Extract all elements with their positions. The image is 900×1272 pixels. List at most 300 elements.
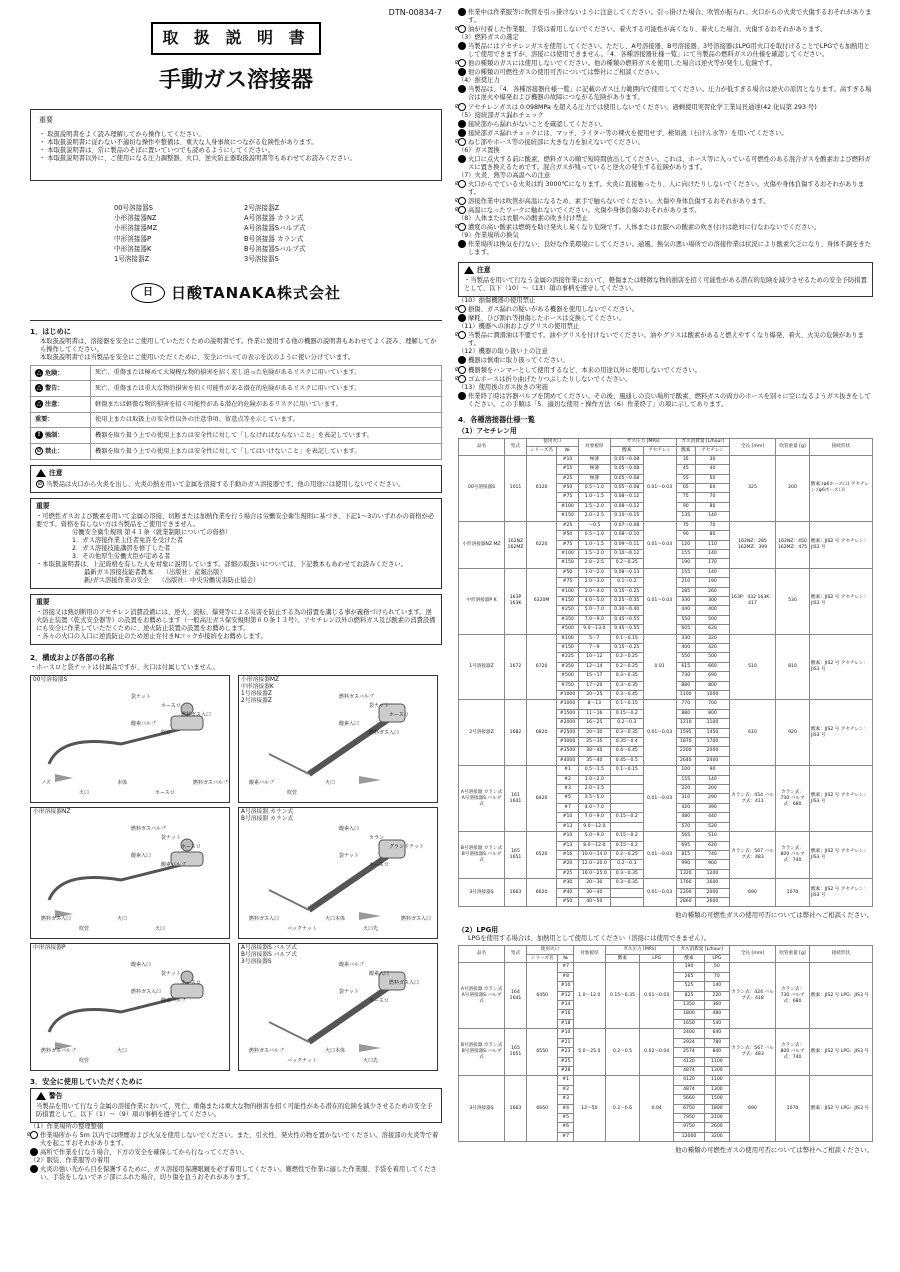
- table-cell: #750: [557, 681, 579, 690]
- table-cell: 5～7: [578, 634, 610, 643]
- table-cell: 155: [676, 568, 695, 577]
- table-cell: 920: [776, 700, 810, 766]
- table-cell: 690: [695, 672, 729, 681]
- table-cell: 2200: [676, 888, 695, 897]
- item-heading: （2）服装、作業服等の着用: [30, 1157, 110, 1165]
- header-cell: 吹管重量 [g]: [776, 946, 810, 963]
- table-cell: #1: [558, 1076, 573, 1085]
- model-name: 小形溶接器NZ: [114, 214, 157, 223]
- table-cell: #6: [558, 1123, 573, 1132]
- table-cell: 0.01～0.03: [643, 832, 676, 879]
- part-callout: 酸素入口: [131, 962, 152, 969]
- table-cell: 1100: [695, 719, 729, 728]
- table-2-sub: LPGを使用する場合は、加熱用として使用してください（溶接には使用できません）。: [468, 935, 711, 943]
- item-line: [455, 128, 873, 138]
- list-line: 労働安全衛生規則 第４１条（就業制限についての資格）: [72, 528, 232, 536]
- table-cell: 0.30～0.40: [610, 606, 643, 615]
- mandatory-icon: !: [458, 314, 466, 322]
- table-cell: 0.05～0.08: [610, 455, 643, 464]
- table-cell: #25: [557, 869, 579, 878]
- part-callout: 火口本体: [325, 916, 346, 923]
- table-1-note: 他の種類の可燃性ガスの使用可否については弊社へご相談ください。: [675, 911, 873, 920]
- model-name: 00号溶接器S: [114, 203, 153, 212]
- table-cell: 8～13: [578, 700, 610, 709]
- table-cell: 1672: [505, 634, 527, 700]
- table-cell: 極薄: [578, 474, 610, 483]
- table-cell: 40～50: [578, 897, 610, 906]
- panel-label: [33, 677, 67, 684]
- prohibit-icon: ⊘: [458, 59, 466, 67]
- table-cell: 0.2～0.6: [605, 1076, 639, 1142]
- part-diagrams: [30, 675, 442, 1071]
- important-list: [39, 131, 433, 163]
- prohibit-icon: ⊘: [458, 331, 466, 339]
- header-cell: 品名: [459, 946, 505, 963]
- header-cell: ガス消費量 [L/hour]: [676, 438, 729, 447]
- diagram-panel: [238, 807, 438, 939]
- table-cell: 0.01～0.03: [643, 455, 676, 521]
- table-cell: 3200: [704, 1132, 729, 1141]
- table-cell: 6820: [527, 700, 557, 766]
- table-cell: 1595: [676, 728, 695, 737]
- table-cell: 1682: [505, 700, 527, 766]
- table-cell: #50: [557, 531, 579, 540]
- part-callout: 吹管: [161, 730, 172, 737]
- diagram-panel: [30, 807, 230, 939]
- list-line: ・可燃性ガスおよび酸素を用いて金属の溶接、切断または加熱作業を行う場合は労働安全衛生規則に基づき、下記1～3のいずれかの資格が必要です。資格を有しない方は当製品をご使用できません。: [36, 512, 435, 528]
- table-row: [459, 455, 873, 464]
- table-cell: #13: [557, 841, 579, 850]
- table-cell: 1070: [776, 1076, 810, 1142]
- table-cell: #100: [557, 587, 579, 596]
- table-cell: 16～25: [578, 719, 610, 728]
- table-cell: 9.0～13.0: [578, 625, 610, 634]
- item-line: [455, 119, 873, 129]
- table-cell: 480: [676, 813, 695, 822]
- table-cell: 164 1641: [505, 963, 527, 1029]
- table-cell: #500: [557, 625, 579, 634]
- table-cell: 740: [695, 850, 729, 859]
- table-cell: 200: [776, 455, 810, 521]
- table-cell: 695: [676, 841, 695, 850]
- list-line: ・ 本取扱説明書は、常に製品のそばに置いていつでも読めるようにしてください。: [39, 146, 274, 154]
- model-name: 2号溶接器Z: [244, 203, 280, 212]
- prohibit-icon: ⊘: [458, 103, 466, 111]
- model-name: B号溶接器 カラン式: [244, 234, 304, 243]
- table-cell: 1800: [674, 1010, 704, 1019]
- table-cell: #25: [557, 474, 579, 483]
- header-cell: アセチレン: [695, 447, 729, 456]
- table-cell: #350: [557, 615, 579, 624]
- item-text: 作業場所から 5m 以内では喫煙および火気を使用しないでください。また、引火性、発火性の物を置かないでください。溶接部の火炎等で着火を起こすおそれがあります。: [40, 1132, 439, 1148]
- signal-word: 警告：: [45, 385, 64, 393]
- table-cell: 660: [695, 662, 729, 671]
- item-text: 摩耗、ひび割れ等損傷したホースは交換してください。: [468, 315, 626, 323]
- table-cell: 1100: [704, 1057, 729, 1066]
- table-cell: #5: [557, 794, 579, 803]
- table-cell: 20～30: [578, 728, 610, 737]
- part-callout: 燃料ガス入口: [181, 712, 212, 719]
- table-cell: 9750: [674, 1123, 704, 1132]
- table-cell: カラン式：424 バルブ式：418: [730, 963, 776, 1029]
- part-callout: 酸素入口: [369, 971, 390, 978]
- section-1-body: 本取扱説明書は、溶接器を安全にご使用していただくための説明書です。作業に使用する他の機器の説明書もあわせてよく読み、理解してから操作してください。: [40, 338, 437, 354]
- prohibit-icon: ⊘: [458, 223, 466, 231]
- table-cell: 210: [676, 578, 695, 587]
- table-cell: 690: [730, 1076, 776, 1142]
- table-cell: 161 1641: [505, 766, 527, 832]
- caution-heading: 注意: [49, 469, 63, 478]
- part-callout: 酸素バルブ: [131, 721, 157, 728]
- part-callout: 酸素バルブ: [161, 862, 187, 869]
- table-cell: 140: [695, 568, 729, 577]
- item-heading: （6）ガス置換: [458, 146, 500, 154]
- table-cell: 1011: [505, 455, 527, 521]
- table-cell: 0.1～0.15: [610, 700, 643, 709]
- table-cell: 50: [704, 963, 729, 972]
- part-callout: 袋ナット: [369, 703, 389, 710]
- table-cell: [610, 785, 643, 794]
- header-cell: ガス圧力 [MPa]: [605, 946, 673, 955]
- table-cell: 1200: [695, 869, 729, 878]
- item-line: [27, 1165, 442, 1182]
- table-cell: 6550: [527, 1029, 558, 1076]
- table-cell: #13: [557, 822, 579, 831]
- table-cell: 酸素：JIS2 号 アセチレン：JIS3 号: [810, 634, 873, 700]
- signal-key: [31, 397, 91, 413]
- table-cell: #50: [557, 484, 579, 493]
- table-cell: 0.45～0.5: [610, 756, 643, 765]
- table-cell: #15: [557, 465, 579, 474]
- table-row: [459, 1029, 873, 1038]
- table-cell: 1300: [704, 1085, 729, 1094]
- table-cell: 0.15～0.2: [610, 813, 643, 822]
- table-cell: 840: [704, 1048, 729, 1057]
- table-cell: 6320M: [527, 568, 557, 634]
- table-cell: 80: [695, 531, 729, 540]
- table-cell: 0.01～0.03: [640, 963, 674, 1029]
- table-cell: 0.01～0.03: [643, 766, 676, 832]
- header-cell: ガス消費量 [L/hour]: [674, 946, 730, 955]
- table-cell: #3000: [557, 738, 579, 747]
- table-cell: 0.2～0.3: [610, 860, 643, 869]
- table-cell: 0.08～0.13: [610, 568, 643, 577]
- item-text: 当製品は、「4．各種溶接器仕様一覧」に記載のガス圧力範囲内で使用してください。圧力が低すぎる場合は逆火の原因となります。高すぎる場合は逆火や爆発および機器の故障につながる危険があります。: [468, 86, 872, 102]
- table-cell: カラン式：730 バルブ式：680: [776, 963, 810, 1029]
- panel-label-line: 小形溶接器NZ: [33, 809, 71, 816]
- list-line: ・本取扱説明書は、上記資格を有した人を対象に説明しています。詳細の取扱いについては、下記教本もあわせてお読みください。: [36, 560, 407, 568]
- table-cell: 0.15～0.2: [610, 709, 643, 718]
- table-cell: 550: [676, 653, 695, 662]
- table-cell: 1.5～2.0: [578, 502, 610, 511]
- important-box: [30, 109, 442, 181]
- table-cell: 815: [676, 850, 695, 859]
- table-cell: 0.45～0.55: [610, 615, 643, 624]
- prohibit-icon: ⊘: [458, 138, 466, 146]
- header-cell: シリーズ名: [527, 954, 558, 963]
- header-cell: LPG: [640, 954, 674, 963]
- table-cell: 165 1651: [505, 832, 527, 879]
- part-callout: 酸素バルブ: [161, 998, 187, 1005]
- table-cell: 1600: [695, 879, 729, 888]
- header-cell: 全長 [mm]: [730, 946, 776, 963]
- table-cell: [610, 775, 643, 784]
- table-cell: #12: [558, 991, 573, 1000]
- item-text: 油が付着した作業服、手袋は着用しないでください。着火する可能性が高くなり、着火した場合、火傷するおそれがあります。: [468, 26, 827, 34]
- part-callout: ホースロ: [181, 844, 201, 851]
- table-cell: 6720: [527, 634, 557, 700]
- part-callout: ホースロ: [369, 998, 389, 1005]
- panel-label: [241, 809, 293, 823]
- table-cell: 640: [704, 1029, 729, 1038]
- diagram-panel: [238, 943, 438, 1071]
- table-cell: 420: [676, 803, 695, 812]
- table-cell: 1.0～2.0: [578, 568, 610, 577]
- table-cell: 220: [676, 785, 695, 794]
- table-cell: 520: [695, 822, 729, 831]
- warning-triangle-icon: △: [36, 368, 42, 376]
- table-cell: 0.2～0.25: [610, 662, 643, 671]
- table-cell: 4120: [674, 1076, 704, 1085]
- prohibit-icon: ⊘: [458, 375, 466, 383]
- table-cell: 690: [730, 879, 776, 907]
- header-cell: 吹管重量 [g]: [776, 438, 810, 455]
- signal-word-table: [30, 365, 442, 461]
- signal-key: [31, 428, 91, 444]
- signal-row: [31, 413, 442, 428]
- item-text: 溶接作業中は吹管が高温になるため、素手で触らないでください。火傷や身体負傷するおそれがあります。: [468, 198, 770, 206]
- table-cell: 11～16: [578, 709, 610, 718]
- table-cell: 5.0～7.0: [578, 606, 610, 615]
- part-callout: 酸素入口: [339, 826, 360, 833]
- table-cell: #25: [558, 1057, 573, 1066]
- section-1-body2: 本取扱説明書では当製品を安全にご使用いただくために、安全についての表示を次のように使い分けています。: [40, 354, 355, 362]
- table-cell: 2000: [695, 747, 729, 756]
- table-cell: 酸素：JIS2 号 アセチレン：JIS3 号: [810, 568, 873, 634]
- model-name: A号溶接器Sバルブ式: [244, 224, 306, 233]
- table-cell: 70: [695, 493, 729, 502]
- product-title: 手動ガス溶接器: [158, 67, 313, 93]
- header-cell: 使用火口: [527, 946, 574, 955]
- table-cell: 155: [676, 775, 695, 784]
- important2-list: [36, 513, 436, 585]
- list-line: 1．ガス溶接作業主任者免許を受けた者: [72, 536, 184, 544]
- table-cell: 1663: [505, 879, 527, 907]
- panel-label-line: 中形溶接器P: [33, 945, 66, 952]
- prohibit-icon: ⊘: [30, 1131, 38, 1139]
- table-cell: #30: [557, 879, 579, 888]
- signal-key: [31, 381, 91, 397]
- table-cell: 440: [695, 813, 729, 822]
- part-callout: 火口: [325, 780, 336, 787]
- table-cell: #350: [557, 662, 579, 671]
- table-cell: 10～12: [578, 653, 610, 662]
- item-text: ゴムホースは折り曲げたりつぶしたりしないでください。: [468, 375, 632, 383]
- list-line: 最新ガス溶接技能者教本 （出版社：産報出版）: [84, 568, 226, 576]
- table-cell: 3.5～5.0: [578, 794, 610, 803]
- part-callout: ホースロ: [155, 790, 175, 797]
- table-cell: 0.10～0.12: [610, 549, 643, 558]
- item-line: [454, 102, 873, 112]
- table-row: [459, 766, 873, 775]
- part-callout: バックナット: [287, 926, 317, 933]
- table-cell: 550: [676, 615, 695, 624]
- table-cell: 990: [676, 860, 695, 869]
- table-cell: 25～35: [578, 738, 610, 747]
- table-cell: 0.5～1.5: [578, 766, 610, 775]
- table-cell: #75: [557, 493, 579, 502]
- table-2-title: （2）LPG用: [458, 925, 499, 934]
- important3-heading: 重要: [36, 598, 50, 606]
- table-cell: 0.01～0.03: [643, 568, 676, 634]
- part-callout: 酸素バルブ: [339, 962, 365, 969]
- table-cell: B号溶接器 カラン式 B号溶接器S バルブ式: [459, 1029, 505, 1076]
- table-cell: 35～40: [578, 756, 610, 765]
- item-line: [455, 68, 873, 77]
- model-name: 中形溶接器K: [114, 244, 152, 253]
- table-cell: 30～40: [578, 888, 610, 897]
- table-cell: 2860: [676, 897, 695, 906]
- table-cell: #18: [558, 1019, 573, 1028]
- table-cell: #10: [557, 832, 579, 841]
- table-cell: 1.0～12.0: [573, 963, 605, 1029]
- table-cell: #23: [558, 1048, 573, 1057]
- section-1-title: 1．はじめに: [30, 327, 71, 337]
- mandatory-icon: !: [30, 1165, 38, 1173]
- table-cell: 0.15～0.2: [610, 832, 643, 841]
- table-cell: 中形溶接器P K: [459, 568, 505, 634]
- table-cell: 825: [674, 991, 704, 1000]
- panel-label-line: 中形溶接器K: [241, 684, 274, 691]
- table-cell: 0.01～0.03: [643, 700, 676, 766]
- table-cell: 酸素：JIS2 号 アセチレン：JIS3 号: [810, 832, 873, 879]
- table-cell: 400: [695, 606, 729, 615]
- table-cell: #16: [557, 850, 579, 859]
- item-line: [454, 137, 873, 147]
- header-cell: 酸素: [674, 954, 704, 963]
- section-2-title: 2．構成および各部の名称: [30, 652, 115, 662]
- table-cell: 極薄: [578, 455, 610, 464]
- table-cell: #28: [558, 1066, 573, 1075]
- signal-word: 重要：: [35, 416, 54, 424]
- header-cell: 型式: [505, 438, 527, 455]
- panel-label: [241, 945, 297, 966]
- item-text: 火口に点火する前に酸素、燃料ガスの順で短時間放出してください。これは、ホース等に入っている可燃性のある混合ガスを酸素および燃料ガスに置き換えるためです。混合ガスが残っていると逆火の発生する危険があります。: [468, 155, 871, 171]
- table-cell: 0.1～0.2: [610, 578, 643, 587]
- panel-label: [33, 945, 65, 952]
- item-heading: （3）燃料ガスの選定: [458, 34, 519, 42]
- warning-triangle-icon: △: [36, 400, 42, 408]
- header-cell: アセチレン: [643, 447, 676, 456]
- table-cell: 3号溶接器S: [459, 1076, 505, 1142]
- signal-word: 危険：: [45, 369, 64, 377]
- table-cell: 16.0～25.0: [578, 869, 610, 878]
- header-cell: 酸素: [605, 954, 639, 963]
- item-text: 当製品にはアセチレンガスを使用してください。ただし、A号溶接器、B号溶接器、3号溶接器はLPG用火口を取付けることでLPGでも加熱用として使用できますが、溶接には使用できません。「4．各種溶接器仕様一覧」にて当製品の燃料ガスの仕様を確認してください。: [468, 43, 870, 59]
- table-cell: 6650: [527, 1076, 558, 1142]
- table-cell: 00号溶接器S: [459, 455, 505, 521]
- table-cell: #4: [558, 1104, 573, 1113]
- table-cell: 770: [676, 700, 695, 709]
- table-cell: 2200: [676, 747, 695, 756]
- table-cell: #150: [557, 559, 579, 568]
- signal-row: [31, 381, 442, 397]
- table-cell: 0.2～0.25: [610, 850, 643, 859]
- table-cell: 80: [695, 502, 729, 511]
- table-cell: 0.15～0.25: [610, 643, 643, 652]
- table-cell: 140: [695, 512, 729, 521]
- table-cell: 0.15～0.25: [610, 587, 643, 596]
- signal-desc: 軽傷または軽微な物的損害を招く可能性がある潜在的危険があるリスクに用いています。: [91, 397, 442, 413]
- table-cell: #7: [558, 1132, 573, 1141]
- table-cell: 0.10～0.15: [610, 512, 643, 521]
- table-cell: 420: [695, 643, 729, 652]
- header-cell: 接続形状: [810, 946, 873, 963]
- prohibit-icon: ⊘: [458, 366, 466, 374]
- panel-label-line: A号溶接器 カラン式: [241, 809, 294, 816]
- header-cell: №: [557, 447, 579, 456]
- table-cell: 1700: [695, 738, 729, 747]
- item-text: 作業終了時は容器バルブを閉めてください。その後、風通しの良い場所で酸素、燃料ガスの両方のホースを別々に空になるようガス抜きをしてください。この手順は「5．適切な使用・操作方法（6）作業終了」の項に示してあります。: [468, 392, 871, 408]
- warning-icon: [36, 1092, 46, 1100]
- part-callout: 火口先: [363, 1058, 379, 1065]
- signal-desc: 使用上または取扱上の安全性以外の注意事項、留意点等を示しています。: [91, 413, 442, 428]
- table-cell: 1320: [676, 869, 695, 878]
- table-cell: 170: [695, 559, 729, 568]
- table-cell: 65: [676, 484, 695, 493]
- part-callout: ホースロ: [369, 862, 389, 869]
- panel-label-line: B号溶接器S バルブ式: [241, 952, 297, 959]
- part-callout: 火口: [117, 916, 128, 923]
- table-cell: 0.2～0.25: [610, 653, 643, 662]
- table-cell: 12.0～20.0: [578, 860, 610, 869]
- item-line: [455, 8, 873, 25]
- part-callout: 袋ナット: [339, 989, 359, 996]
- table-row: [459, 634, 873, 643]
- caution-text: 当製品は火口から火炎を出し、火炎の熱を用いて金属を溶接する手動のガス溶接器です。他の用途には使用しないでください。: [46, 480, 405, 488]
- important2-heading: 重要: [36, 501, 50, 510]
- item-line: [454, 223, 873, 232]
- table-cell: #20: [557, 860, 579, 869]
- table-cell: 390: [695, 803, 729, 812]
- mandatory-icon: !: [458, 129, 466, 137]
- part-callout: 火口: [79, 790, 90, 797]
- table-cell: 90: [676, 502, 695, 511]
- part-callout: 酸素バルブ: [249, 780, 275, 787]
- panel-label: [241, 677, 279, 705]
- item-line: [454, 206, 873, 215]
- table-cell: 0.4～0.45: [610, 747, 643, 756]
- list-line: ・ 本取扱説明書に従わない不適切な操作や整備は、重大な人身事故につながる危険性があります。: [39, 138, 318, 146]
- item-text: 接続部ガス漏れチェックには、マッチ、ライター等の裸火を使用せず、検知液（石けん水等）を用いてください。: [468, 129, 788, 137]
- part-callout: 火口本体: [325, 1048, 346, 1055]
- table-cell: #150: [557, 643, 579, 652]
- table-cell: 1100: [676, 691, 695, 700]
- item-heading: （13）使用後のガス抜きの実施: [458, 383, 548, 391]
- left-column: [26, 8, 442, 1182]
- table-cell: 0.04: [640, 1076, 674, 1142]
- header-cell: 型式: [505, 946, 527, 963]
- divider: [30, 320, 442, 321]
- safety-items-2: [454, 297, 873, 409]
- table-cell: 565: [676, 832, 695, 841]
- table-cell: 0.3～0.35: [610, 879, 643, 888]
- item-heading: （4）推奨圧力: [458, 77, 500, 85]
- header-cell: 全長 [mm]: [730, 438, 776, 455]
- item-text: 火口からでている火炎は約 3000℃になります。火炎に直接触ったり、人に向けたりしないでください。火傷や身体負傷するおそれがあります。: [468, 180, 865, 196]
- part-callout: 火口先: [363, 926, 379, 933]
- table-cell: #250: [557, 606, 579, 615]
